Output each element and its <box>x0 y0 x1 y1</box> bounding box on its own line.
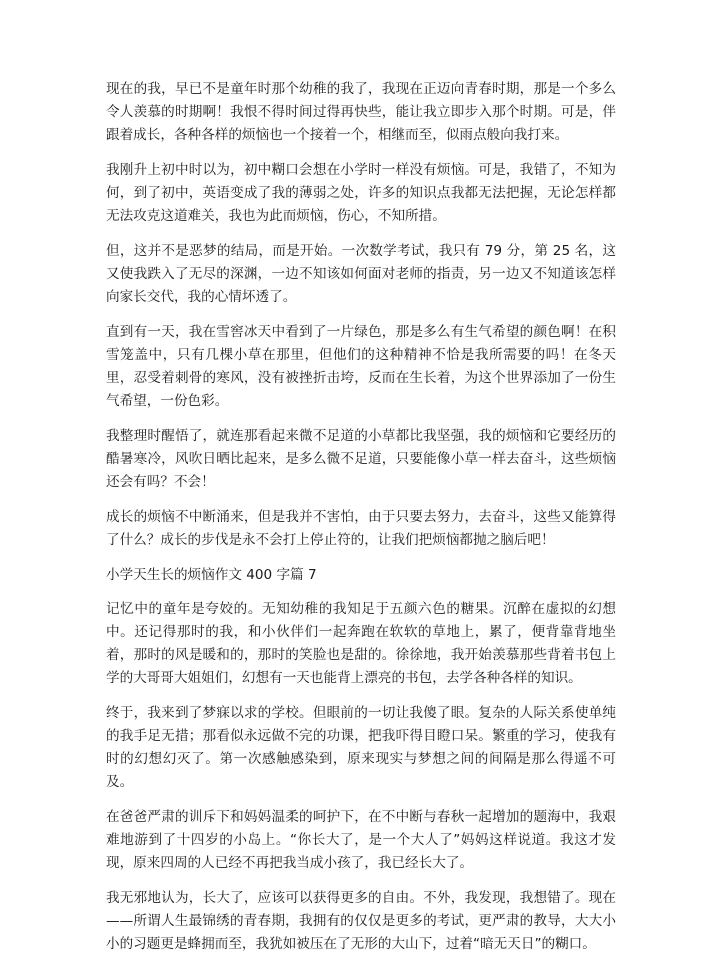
paragraph: 记忆中的童年是夸姣的。无知幼稚的我知足于五颜六色的糖果。沉醉在虚拟的幻想中。还记得那时的我，和小伙伴们一起奔跑在软软的草地上，累了，便背靠背地坐着，那时的风是暖和的，那时的笑脸也是甜的。徐徐地，我开始羡慕那些背着书包上学的大哥哥大姐姐们，幻想有一天也能背上漂亮的书包，去学各种各样的知识。 <box>106 601 616 686</box>
paragraph: 现在的我，早已不是童年时那个幼稚的我了，我现在正迈向青春时期，那是一个多么令人羡慕的时期啊！我恨不得时间过得再快些，能让我立即步入那个时期。可是，伴跟着成长，各种各样的烦恼也一个接着一个，相继而至，似雨点般向我打来。 <box>106 81 616 143</box>
section-heading: 小学天生长的烦恼作文 400 字篇 7 <box>106 567 317 583</box>
document-body <box>106 78 616 968</box>
paragraph: 在爸爸严肃的训斥下和妈妈温柔的呵护下，在不中断与春秋一起增加的题海中，我艰难地游到了十四岁的小岛上。“你长大了，是一个大人了”妈妈这样说道。我这才发现，原来四周的人已经不再把我当成小孩了，我已经长大了。 <box>106 809 616 871</box>
paragraph: 我无邪地认为，长大了，应该可以获得更多的自由。不外，我发现，我想错了。现在——所谓人生最锦绣的青春期，我拥有的仅仅是更多的考试，更严肃的教导，大大小小的习题更是蜂拥而至，我犹如被压在了无形的大山下，过着“暗无天日”的糊口。 <box>106 890 616 952</box>
paragraph: 成长的烦恼不中断涌来，但是我并不害怕，由于只要去努力，去奋斗，这些又能算得了什么？成长的步伐是永不会打上停止符的，让我们把烦恼都抛之脑后吧！ <box>106 509 616 548</box>
paragraph: 直到有一天，我在雪窖冰天中看到了一片绿色，那是多么有生气希望的颜色啊！在积雪笼盖中，只有几棵小草在那里，但他们的这种精神不恰是我所需要的吗！在冬天里，忍受着刺骨的寒风，没有被挫折击垮，反而在生长着，为这个世界添加了一份生气希望，一份色彩。 <box>106 324 616 409</box>
paragraph: 我整理时醒悟了，就连那看起来微不足道的小草都比我坚强，我的烦恼和它要经历的酷暑寒冷，风吹日晒比起来，是多么微不足道，只要能像小草一样去奋斗，这些烦恼还会有吗？不会！ <box>106 428 616 490</box>
paragraph: 终于，我来到了梦寐以求的学校。但眼前的一切让我傻了眼。复杂的人际关系使单纯的我手足无措；那看似永远做不完的功课，把我吓得目瞪口呆。繁重的学习，使我有时的幻想幻灭了。第一次感触感染到，原来现实与梦想之间的间隔是那么得遥不可及。 <box>106 705 616 790</box>
paragraph: 我刚升上初中时以为，初中糊口会想在小学时一样没有烦恼。可是，我错了，不知为何，到了初中，英语变成了我的薄弱之处，许多的知识点我都无法把握，无论怎样都无法攻克这道难关，我也为此而烦恼，伤心，不知所措。 <box>106 162 616 224</box>
paragraph: 但，这并不是恶梦的结局，而是开始。一次数学考试，我只有 79 分，第 25 名，这又使我跌入了无尽的深渊，一边不知该如何面对老师的指责，另一边又不知道该怎样向家长交代，我的心情坏透了。 <box>106 243 616 305</box>
